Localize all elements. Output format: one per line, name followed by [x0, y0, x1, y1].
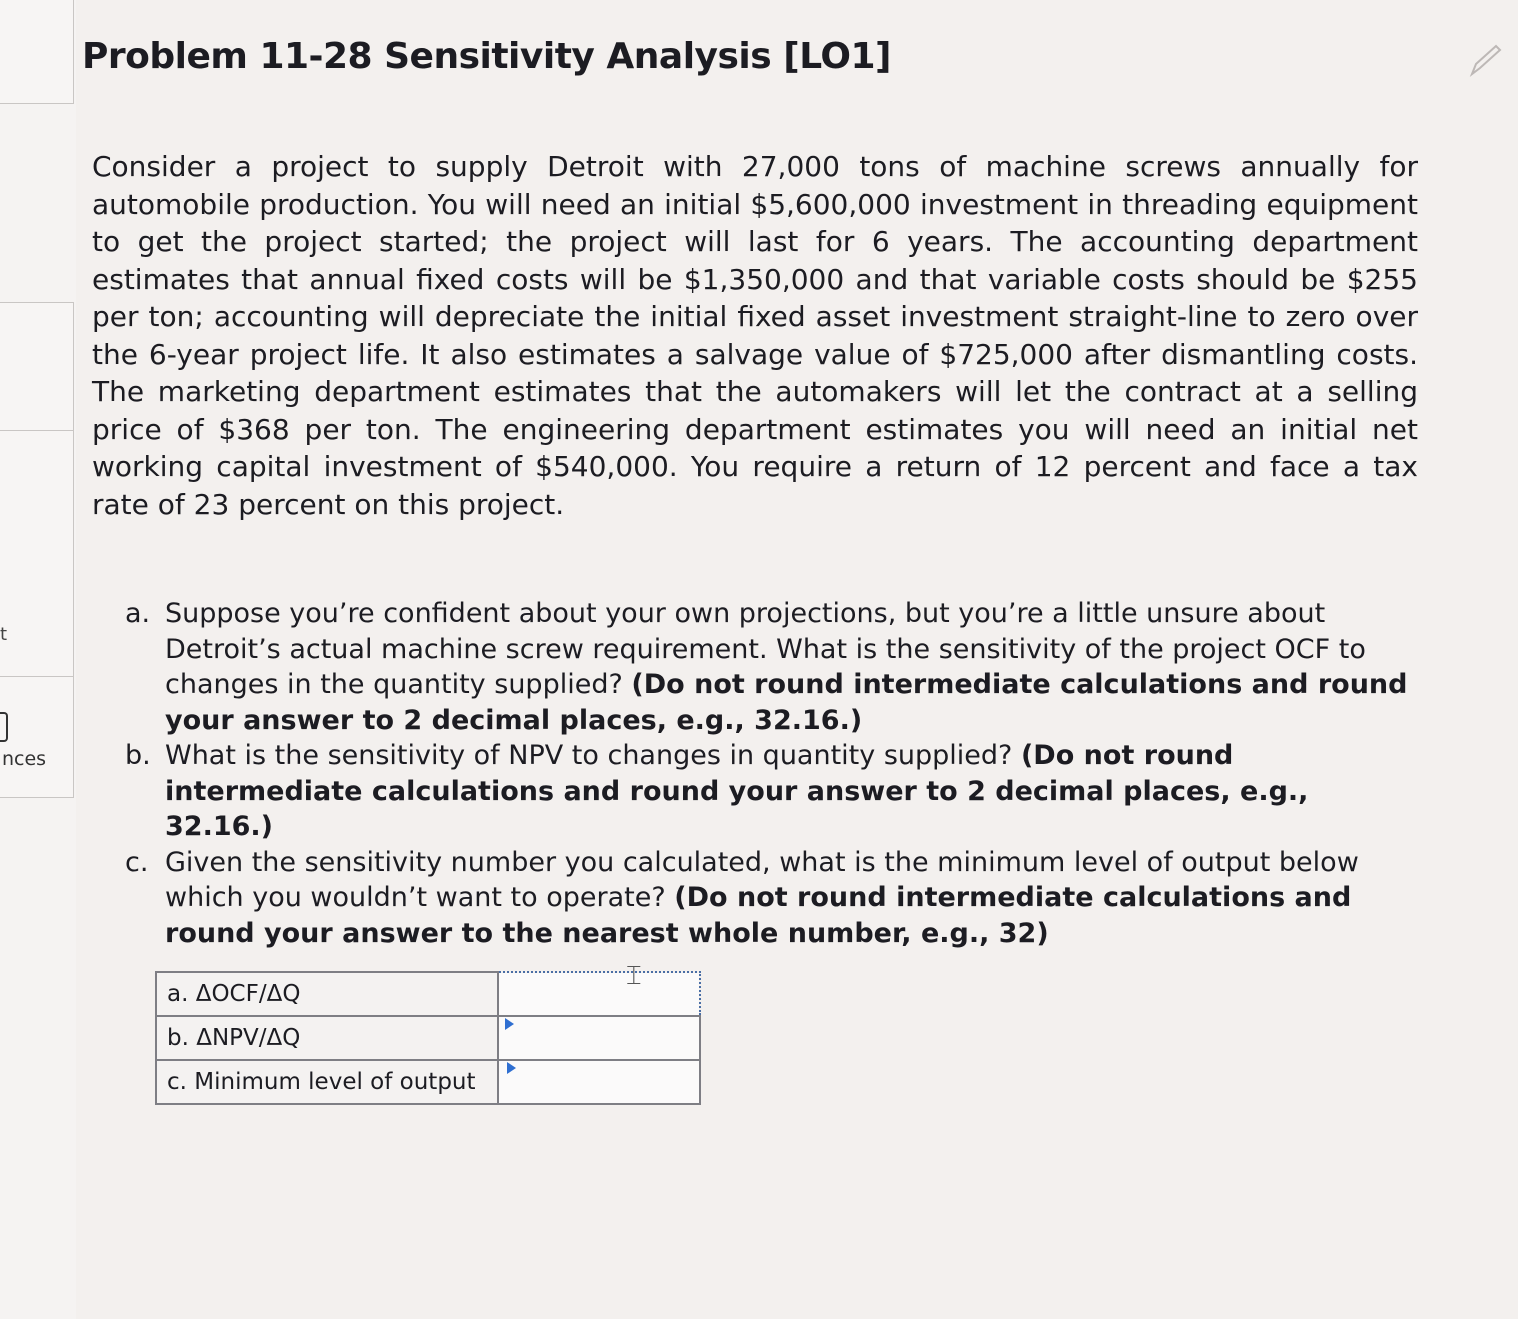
problem-statement: Consider a project to supply Detroit with 27,000 tons of machine screws annually for automobile production. You will need an initial $5,600,000 investment in threading equipment to get the project started; the project will last for 6 years. The accounting department estimates that annual fixed costs will be $1,350,000 and that variable costs should be $255 per ton; accounting will depreciate the initial fixed asset investment straight-line to zero over the 6-year project life. It also estimates a salvage value of $725,000 after dismantling costs. The marketing department estimates that the automakers will let the contract at a selling price of $368 per ton. The engineering department estimates you will need an initial net working capital investment of $540,000. You require a return of 12 percent and face a tax rate of 23 percent on this project.: [92, 150, 1418, 521]
sidebar-panel-1: [0, 0, 74, 104]
answer-cell[interactable]: [498, 1016, 700, 1060]
question-list: [125, 596, 1417, 951]
left-sidebar: [0, 0, 76, 1319]
input-arrow-icon: [507, 1062, 516, 1074]
question-instruction: (Do not round intermediate calculations and round your answer to the nearest whole number, e.g., 32): [165, 882, 1352, 949]
answer-cell[interactable]: [498, 1060, 700, 1104]
npv-sensitivity-input[interactable]: [499, 1020, 699, 1056]
sidebar-label[interactable]: nces: [2, 748, 47, 770]
row-label-min-output: c. Minimum level of output: [156, 1060, 498, 1104]
question-c: [125, 845, 1417, 952]
text-cursor-icon: ⌶: [626, 961, 642, 991]
question-letter: a.: [125, 598, 151, 629]
question-letter: c.: [125, 846, 149, 878]
minimum-output-input[interactable]: [499, 1064, 699, 1100]
question-body: [165, 596, 1417, 738]
question-a: [125, 596, 1417, 738]
question-text: Given the sensitivity number you calculated, what is the minimum level of output below which you wouldn’t want to operate?: [165, 846, 1359, 913]
pencil-icon[interactable]: [1466, 40, 1506, 80]
sidebar-panel-4[interactable]: [0, 676, 74, 798]
answer-cell[interactable]: [498, 972, 700, 1016]
question-body: [165, 845, 1417, 952]
row-label-npv: b. ΔNPV/ΔQ: [156, 1016, 498, 1060]
table-row: [156, 1060, 700, 1104]
ocf-sensitivity-input[interactable]: [499, 976, 699, 1012]
question-letter: b.: [125, 740, 151, 771]
sidebar-mark: t: [0, 624, 8, 645]
question-text: What is the sensitivity of NPV to changes in quantity supplied?: [165, 740, 1013, 771]
question-instruction: (Do not round intermediate calculations and round your answer to 2 decimal places, e.g., 32.16.): [165, 669, 1408, 736]
question-text: Suppose you’re confident about your own projections, but you’re a little unsure about Detroit’s actual machine screw requirement. What is the sensitivity of the project OCF to changes in the quantity supplied?: [165, 598, 1366, 700]
input-arrow-icon: [505, 1018, 514, 1030]
question-instruction: (Do not round intermediate calculations and round your answer to 2 decimal places, e.g., 32.16.): [165, 740, 1309, 842]
bracket-icon: [0, 712, 8, 742]
table-row: [156, 1016, 700, 1060]
sidebar-panel-3: [0, 430, 74, 678]
row-label-ocf: a. ΔOCF/ΔQ: [156, 972, 498, 1016]
sidebar-panel-2: [0, 302, 74, 432]
table-row: [156, 972, 700, 1016]
question-b: [125, 738, 1417, 845]
answer-table: [155, 971, 701, 1105]
page-title: Problem 11-28 Sensitivity Analysis [LO1]: [82, 36, 891, 77]
question-body: [165, 738, 1417, 845]
